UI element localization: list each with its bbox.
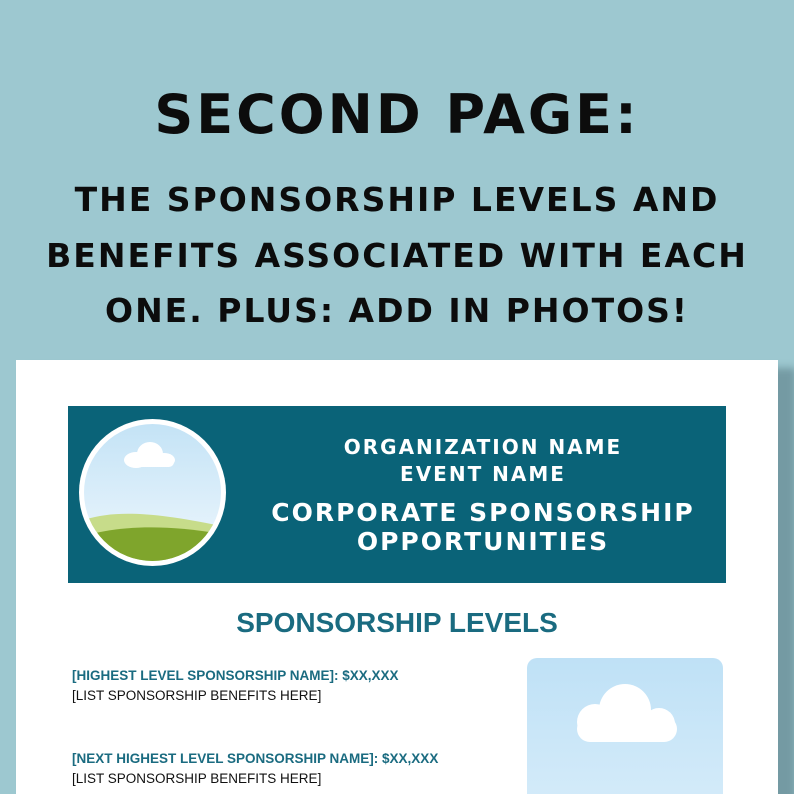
cloud-photo-placeholder-icon	[527, 658, 723, 794]
promo-heading: SECOND PAGE:	[154, 83, 640, 146]
promo-subtitle-line: ONE. PLUS: ADD IN PHOTOS!	[105, 291, 689, 330]
event-name: EVENT NAME	[400, 462, 566, 486]
sponsorship-level-benefits: [LIST SPONSORSHIP BENEFITS HERE]	[72, 771, 322, 786]
landscape-logo-icon	[84, 424, 221, 561]
header-banner	[68, 406, 726, 583]
organization-name: ORGANIZATION NAME	[343, 435, 623, 459]
banner-title-line: CORPORATE SPONSORSHIP	[271, 498, 695, 527]
document-page	[16, 360, 778, 794]
sponsorship-level-name: [NEXT HIGHEST LEVEL SPONSORSHIP NAME]: $XX,XXX	[72, 751, 439, 766]
sponsorship-level-name: [HIGHEST LEVEL SPONSORSHIP NAME]: $XX,XXX	[72, 668, 399, 683]
logo-frame	[79, 419, 226, 566]
sponsorship-level-benefits: [LIST SPONSORSHIP BENEFITS HERE]	[72, 688, 322, 703]
promo-subtitle-line: BENEFITS ASSOCIATED WITH EACH	[46, 236, 748, 275]
promo-subtitle-line: THE SPONSORSHIP LEVELS AND	[74, 180, 720, 219]
section-title: SPONSORSHIP LEVELS	[236, 607, 558, 638]
banner-title-line: OPPORTUNITIES	[356, 527, 610, 556]
